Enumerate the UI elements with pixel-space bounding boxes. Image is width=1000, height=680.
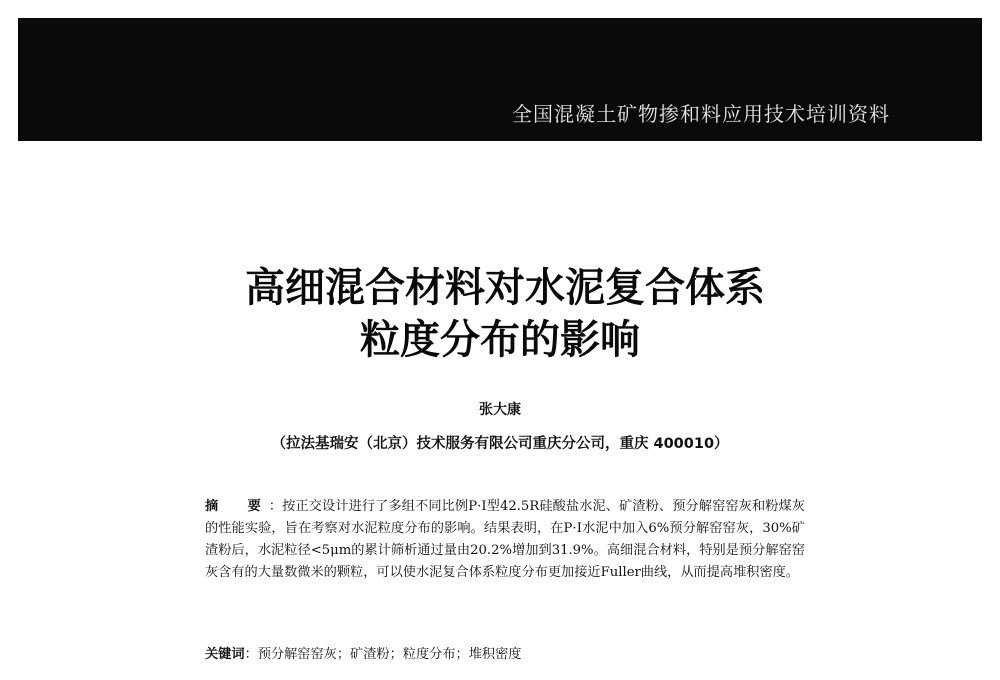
abstract-text: ：按正交设计进行了多组不同比例P·Ⅰ型42.5R硅酸盐水泥、矿渣粉、预分解窑窑灰和粉煤灰的性能实验，旨在考察对水泥粒度分布的影响。结果表明，在P·Ⅰ水泥中加入6%预分解窑窑灰，30%矿渣粉后，水泥粒径<5μm的累计筛析通过量由20.2%增加到31.9%。高细混合材料，特别是预分解窑窑灰含有的大量数微米的颗粒，可以使水泥复合体系粒度分布更加接近Fuller曲线，从而提高堆积密度。 (205, 499, 805, 580)
author-name: 张大康 (479, 402, 521, 418)
author-affiliation: （拉法基瑞安（北京）技术服务有限公司重庆分公司，重庆 400010） (271, 436, 729, 452)
keywords-label: 关键词 (205, 647, 245, 662)
header-band (18, 18, 982, 141)
series-title: 全国混凝土矿物掺和料应用技术培训资料 (512, 102, 890, 126)
keywords-text: ：预分解窑窑灰；矿渣粉；粒度分布；堆积密度 (244, 647, 522, 662)
abstract (205, 496, 805, 584)
paper-title (0, 262, 1000, 366)
paper-title-line-2: 粒度分布的影响 (360, 317, 640, 363)
paper-title-line-1: 高细混合材料对水泥复合体系 (245, 265, 765, 311)
abstract-label: 摘 要 (205, 499, 269, 514)
keywords (205, 644, 805, 666)
